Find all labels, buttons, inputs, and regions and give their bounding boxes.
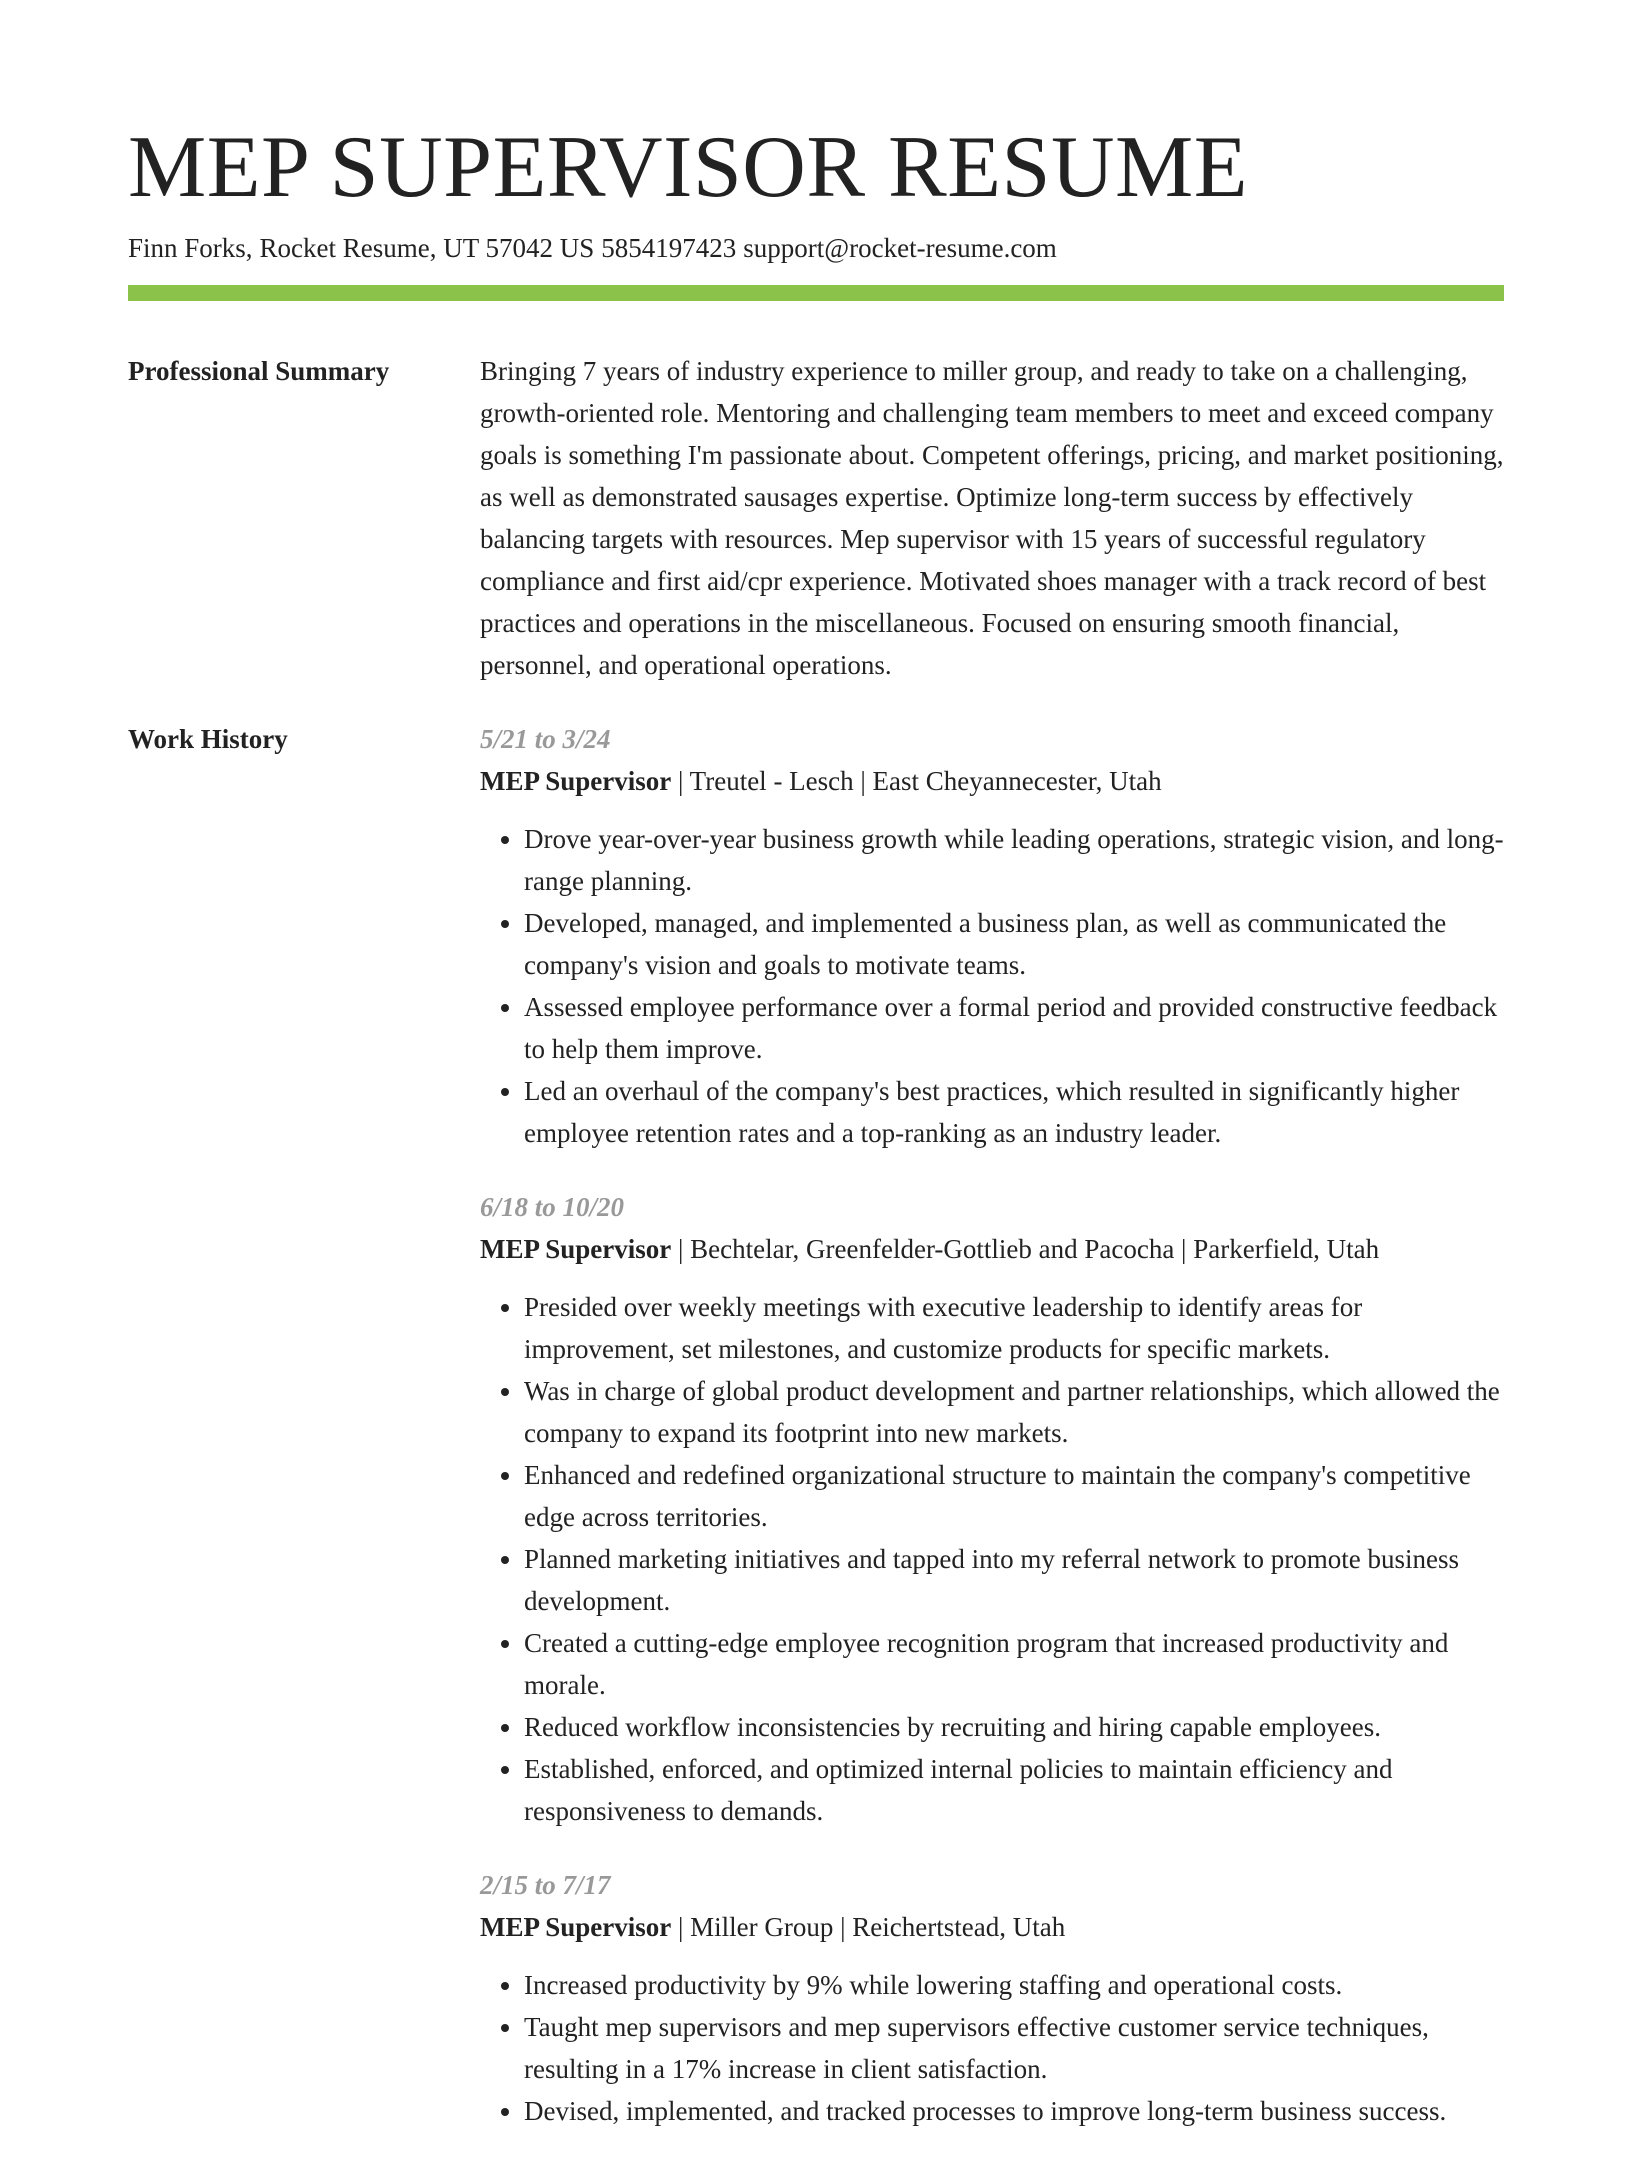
job-title-line: [480, 1906, 1504, 1948]
job-dates: 5/21 to 3/24: [480, 724, 611, 754]
job-bullet-list: [480, 1286, 1504, 1832]
job-bullet: • Increased productivity by 9% while lowering staffing and operational costs.: [524, 1964, 1504, 2006]
job-bullet: • Led an overhaul of the company's best practices, which resulted in significantly higher employee retention rates and a top-ranking as an industry leader.: [524, 1070, 1504, 1154]
job-title-line: [480, 760, 1504, 802]
job-employer-location: | Miller Group | Reichertstead, Utah: [671, 1912, 1066, 1942]
job-entry: [480, 1864, 1504, 2132]
job-bullet: • Taught mep supervisors and mep supervisors effective customer service techniques, resulting in a 17% increase in client satisfaction.: [524, 2006, 1504, 2090]
work-history-label: Work History: [128, 724, 288, 754]
contact-line: [128, 230, 1064, 266]
job-employer-location: | Treutel - Lesch | East Cheyannecester, Utah: [671, 766, 1162, 796]
professional-summary-text: Bringing 7 years of industry experience to miller group, and ready to take on a challenging, growth-oriented role. Mentoring and challenging team members to meet and exceed company goals is something I'm passionate about. Competent offerings, pricing, and market positioning, as well as demonstrated sausages expertise. Optimize long-term success by effectively balancing targets with resources. Mep supervisor with 15 years of successful regulatory compliance and first aid/cpr experience. Motivated shoes manager with a track record of best practices and operations in the miscellaneous. Focused on ensuring smooth financial, personnel, and operational operations.: [480, 356, 1504, 680]
job-bullet-list: [480, 1964, 1504, 2132]
job-bullet: • Created a cutting-edge employee recognition program that increased productivity and morale.: [524, 1622, 1504, 1706]
job-dates: 2/15 to 7/17: [480, 1870, 611, 1900]
header-divider: [128, 285, 1504, 301]
contact-phone: 5854197423: [601, 233, 737, 263]
job-entry: [480, 718, 1504, 1154]
job-role: MEP Supervisor: [480, 1912, 672, 1942]
job-entry: [480, 1186, 1504, 1832]
job-bullet-list: [480, 818, 1504, 1154]
job-bullet: • Reduced workflow inconsistencies by recruiting and hiring capable employees.: [524, 1706, 1504, 1748]
contact-email[interactable]: support@rocket-resume.com: [743, 233, 1057, 263]
job-title-line: [480, 1228, 1504, 1270]
job-bullet: • Planned marketing initiatives and tapped into my referral network to promote business development.: [524, 1538, 1504, 1622]
professional-summary-body: [480, 350, 1504, 686]
job-role: MEP Supervisor: [480, 1234, 672, 1264]
contact-name: Finn Forks,: [128, 233, 253, 263]
work-history-body: [480, 718, 1504, 2164]
job-bullet: • Enhanced and redefined organizational structure to maintain the company's competitive edge across territories.: [524, 1454, 1504, 1538]
job-bullet: • Was in charge of global product development and partner relationships, which allowed the company to expand its footprint into new markets.: [524, 1370, 1504, 1454]
job-bullet: • Devised, implemented, and tracked processes to improve long-term business success.: [524, 2090, 1504, 2132]
job-bullet: • Established, enforced, and optimized internal policies to maintain efficiency and responsiveness to demands.: [524, 1748, 1504, 1832]
job-dates: 6/18 to 10/20: [480, 1192, 625, 1222]
job-employer-location: | Bechtelar, Greenfelder-Gottlieb and Pacocha | Parkerfield, Utah: [671, 1234, 1380, 1264]
resume-title: MEP SUPERVISOR RESUME: [128, 119, 1248, 216]
job-bullet: • Presided over weekly meetings with executive leadership to identify areas for improvement, set milestones, and customize products for specific markets.: [524, 1286, 1504, 1370]
job-bullet: • Assessed employee performance over a formal period and provided constructive feedback to help them improve.: [524, 986, 1504, 1070]
job-bullet: • Drove year-over-year business growth while leading operations, strategic vision, and long-range planning.: [524, 818, 1504, 902]
job-role: MEP Supervisor: [480, 766, 672, 796]
job-bullet: • Developed, managed, and implemented a business plan, as well as communicated the company's vision and goals to motivate teams.: [524, 902, 1504, 986]
professional-summary-label: Professional Summary: [128, 356, 390, 386]
contact-location: Rocket Resume, UT 57042 US: [259, 233, 595, 263]
